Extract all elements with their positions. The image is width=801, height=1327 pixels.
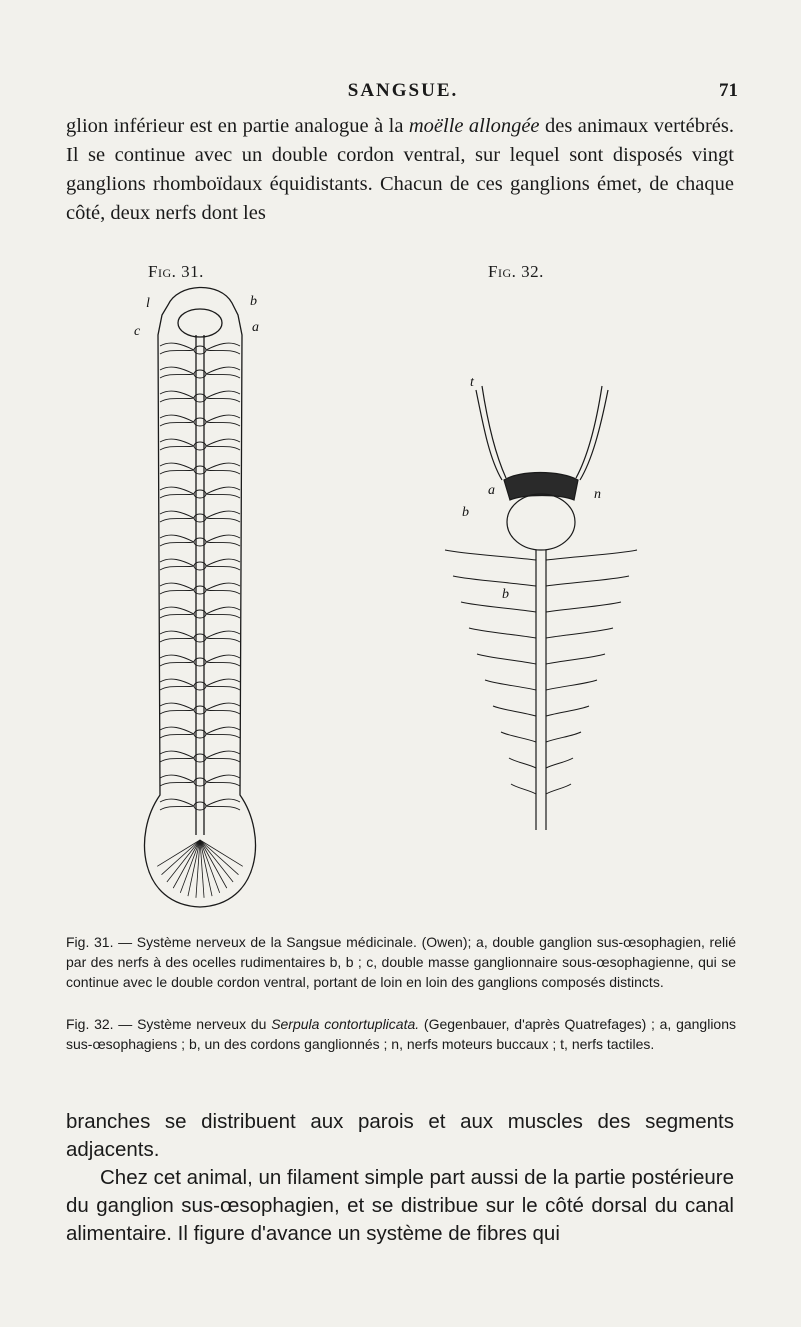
segment-nerve (160, 415, 194, 422)
segment-nerve (206, 511, 240, 518)
segment-nerve (206, 415, 240, 422)
segment-nerve (206, 470, 240, 474)
segment-nerve (206, 775, 240, 782)
segment-nerve (546, 576, 629, 586)
segment-nerve (206, 566, 240, 570)
sucker-nerve (200, 840, 243, 866)
segment-nerve (160, 470, 194, 474)
segment-nerve (546, 758, 573, 768)
segment-nerve (160, 782, 194, 786)
segment-nerve (206, 758, 240, 762)
paragraph-text: glion inférieur est en partie analogue à la (66, 115, 409, 137)
segment-nerve (206, 751, 240, 758)
body-paragraph-top (66, 112, 734, 228)
segment-nerve (160, 559, 194, 566)
segment-nerve (206, 614, 240, 618)
segment-nerve (160, 638, 194, 642)
segment-nerve (160, 590, 194, 594)
figure-label-prefix: Fig (488, 262, 512, 281)
segment-nerve (160, 799, 194, 806)
segment-nerve (160, 679, 194, 686)
segment-nerve (160, 751, 194, 758)
segment-nerve (511, 784, 536, 794)
sucker-nerve (173, 840, 200, 888)
segment-nerve (206, 583, 240, 590)
segment-nerve (469, 628, 536, 638)
running-title: SANGSUE. (347, 80, 459, 101)
segment-nerve (206, 662, 240, 666)
segment-nerve (206, 446, 240, 450)
segment-nerve (206, 655, 240, 662)
sucker-nerve (200, 840, 227, 888)
segment-nerve (206, 542, 240, 546)
segment-nerve (206, 374, 240, 378)
segment-nerve (160, 439, 194, 446)
segmental-nerves (160, 343, 240, 810)
segment-nerve (206, 590, 240, 594)
figure-31-caption: Fig. 31. — Système nerveux de la Sangsue médicinale. (Owen); a, double ganglion sus-œsophagien, relié par des nerfs à des ocelles rudimentaires b, b ; c, double masse ganglionnaire sous-œsophagienne, qui se continue avec le double cordon ventral, portant de loin en loin des ganglions composés distincts. (66, 934, 736, 990)
segment-nerve (206, 799, 240, 806)
segment-nerve (461, 602, 536, 612)
figure-letter-c: c (134, 324, 141, 339)
paragraph-italic-term: moëlle allongée (408, 115, 540, 137)
segment-nerve (160, 463, 194, 470)
segment-nerve (206, 439, 240, 446)
caption-text: (Gegenbauer, d'après Quatrefages) ; a, ganglions sus-œsophagiens ; b, un des cordons ganglionnés ; n, nerfs moteurs buccaux ; t, nerfs tactiles. (66, 1016, 737, 1052)
segment-nerve (206, 398, 240, 402)
sucker-nerve (157, 840, 200, 866)
segment-nerve (485, 680, 536, 690)
segment-nerve (546, 628, 613, 638)
tactile-nerve-left (476, 390, 502, 480)
segment-nerve (160, 566, 194, 570)
segment-nerve (546, 706, 589, 716)
segment-nerve (160, 607, 194, 614)
segment-nerve (206, 727, 240, 734)
segment-nerve (453, 576, 536, 586)
paragraph-new: Chez cet animal, un filament simple part aussi de la partie postérieure du ganglion sus-œsophagien, et se distribue sur le côté dorsal du canal alimentaire. Il figure d'avance un système de fibres qui (66, 1166, 734, 1245)
segment-nerve (160, 662, 194, 666)
segment-nerve (546, 602, 621, 612)
figure-31-leech-nervous-system (120, 275, 280, 925)
segment-nerve (206, 638, 240, 642)
segment-nerve (206, 391, 240, 398)
segment-nerve (477, 654, 536, 664)
segment-nerve (160, 655, 194, 662)
segment-nerve (206, 607, 240, 614)
figure-letter-t: t (470, 375, 474, 390)
segment-nerve (160, 343, 194, 350)
segment-nerve (546, 550, 637, 560)
segment-nerve (160, 727, 194, 734)
tactile-nerve-right (580, 390, 608, 480)
figure-letter-a: a (252, 320, 259, 335)
page-number: 71 (719, 80, 738, 101)
segment-nerve (546, 732, 581, 742)
segment-nerve (206, 487, 240, 494)
segment-nerves (445, 550, 637, 794)
segment-nerve (206, 367, 240, 374)
tail-sucker-nerves (157, 840, 243, 898)
sucker-nerve (167, 840, 200, 882)
segment-nerve (160, 446, 194, 450)
sucker-nerve (200, 840, 238, 875)
figure-letter-a: a (488, 483, 495, 498)
segment-nerve (160, 614, 194, 618)
segment-nerve (160, 391, 194, 398)
segment-nerve (546, 654, 605, 664)
page-header (68, 80, 738, 110)
body-paragraph-bottom (66, 1108, 734, 1248)
segment-nerve (206, 463, 240, 470)
segment-nerve (546, 784, 571, 794)
segment-nerve (206, 494, 240, 498)
segment-nerve (206, 350, 240, 354)
segment-nerve (206, 686, 240, 690)
segment-nerve (160, 686, 194, 690)
segment-nerve (160, 734, 194, 738)
segment-nerve (160, 350, 194, 354)
figure-letter-b: b (462, 505, 469, 520)
segment-nerve (160, 398, 194, 402)
body-outline (145, 287, 256, 907)
caption-species-name: Serpula contortuplicata. (271, 1016, 420, 1032)
segment-nerve (206, 806, 240, 810)
segment-nerve (160, 758, 194, 762)
segment-nerve (160, 487, 194, 494)
figure-letter-l: l (146, 296, 150, 311)
paragraph-text: des animaux vertébrés. Il se continue avec un double cordon ventral, sur lequel sont disposés vingt ganglions rhomboïdaux équidistants. Chacun de ces ganglions émet, de chaque côté, deux nerfs dont les (66, 115, 734, 224)
segment-nerve (160, 511, 194, 518)
segment-nerve (160, 631, 194, 638)
segment-nerve (206, 343, 240, 350)
figure-32-serpula-nervous-system (440, 370, 660, 840)
segment-nerve (206, 422, 240, 426)
supra-oesophageal-ganglia (504, 473, 578, 501)
segment-nerve (501, 732, 536, 742)
segment-nerve (493, 706, 536, 716)
caption-text: Fig. 32. — Système nerveux du (66, 1016, 272, 1032)
segment-nerve (160, 367, 194, 374)
oesophageal-ring (507, 494, 575, 550)
segment-nerve (160, 422, 194, 426)
segment-nerve (206, 679, 240, 686)
figure-label-number: . 31. (171, 262, 204, 281)
segment-nerve (160, 535, 194, 542)
segment-nerve (160, 542, 194, 546)
segment-nerve (160, 806, 194, 810)
figure-letter-n: n (594, 487, 601, 502)
segment-nerve (546, 680, 597, 690)
figure-32-caption (66, 1014, 736, 1054)
segment-nerve (206, 710, 240, 714)
segment-nerve (160, 583, 194, 590)
segment-nerve (206, 782, 240, 786)
segment-nerve (206, 703, 240, 710)
figure-letter-b-lower: b (502, 587, 509, 602)
figure-label-number: . 32. (511, 262, 544, 281)
figure-32-label (488, 262, 544, 282)
segment-nerve (160, 518, 194, 522)
segment-nerve (206, 535, 240, 542)
segment-nerve (206, 734, 240, 738)
segment-nerve (160, 703, 194, 710)
segment-nerve (206, 559, 240, 566)
paragraph-continuation: branches se distribuent aux parois et aux muscles des segments adjacents. (66, 1110, 734, 1161)
sucker-nerve (162, 840, 200, 875)
segment-nerve (160, 710, 194, 714)
segment-nerve (160, 494, 194, 498)
segment-nerve (206, 518, 240, 522)
segment-nerve (445, 550, 536, 560)
segment-nerve (206, 631, 240, 638)
sucker-nerve (200, 840, 233, 882)
segment-nerve (160, 775, 194, 782)
figure-label-prefix: Fig (148, 262, 172, 281)
segment-nerve (509, 758, 536, 768)
figure-letter-b: b (250, 294, 257, 309)
head-ganglion (178, 309, 222, 337)
segment-nerve (160, 374, 194, 378)
